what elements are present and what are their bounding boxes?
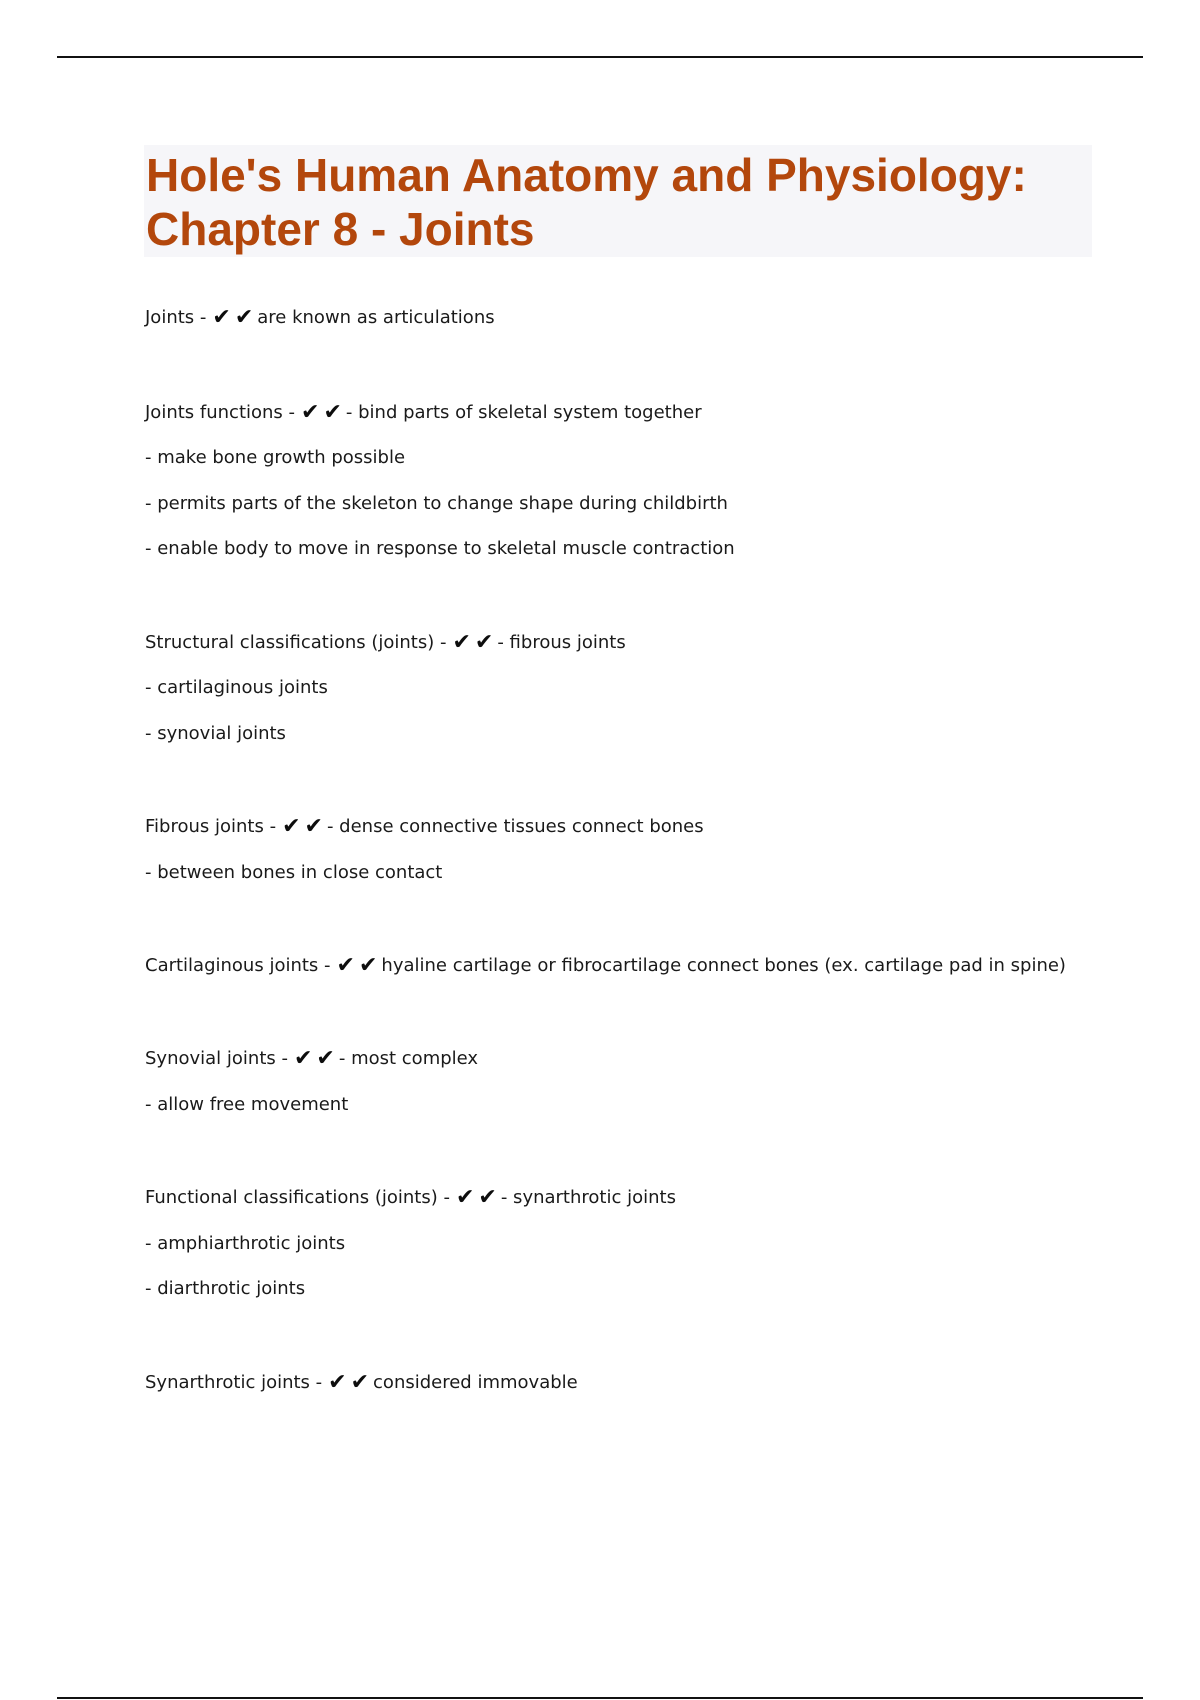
flashcard-joints-functions [145, 401, 1105, 561]
check-icon: ✔ [301, 400, 320, 425]
card-definition: considered immovable [373, 1372, 578, 1393]
card-term: Fibrous joints - [145, 816, 277, 837]
card-definition: - most complex [338, 1048, 479, 1069]
card-definition-line: - diarthrotic joints [145, 1278, 306, 1299]
card-term: Synarthrotic joints - [145, 1372, 323, 1393]
card-definition: - dense connective tissues connect bones [326, 816, 704, 837]
check-icon: ✔ [336, 953, 355, 978]
card-term: Joints - [145, 307, 207, 328]
card-definition: - bind parts of skeletal system together [345, 402, 702, 423]
flashcard-list [145, 0, 1105, 1700]
card-first-line [145, 631, 1105, 655]
card-first-line [145, 815, 1105, 839]
flashcard-synarthrotic-joints [145, 1371, 1105, 1395]
check-icon: ✔ [478, 1185, 497, 1210]
card-first-line [145, 1371, 1105, 1395]
flashcard-structural-classifications [145, 631, 1105, 746]
flashcard-joints [145, 306, 1105, 330]
check-icon: ✔ [328, 1370, 347, 1395]
card-definition-line: - enable body to move in response to skeletal muscle contraction [145, 538, 735, 559]
card-definition-line: - synovial joints [145, 723, 286, 744]
flashcard-functional-classifications [145, 1186, 1105, 1301]
card-definition-line: - allow free movement [145, 1094, 349, 1115]
card-term: Synovial joints - [145, 1048, 288, 1069]
check-icon: ✔ [282, 814, 301, 839]
card-first-line [145, 1186, 1105, 1210]
card-term: Functional classifications (joints) - [145, 1187, 450, 1208]
card-first-line [145, 1047, 1105, 1071]
card-definition: hyaline cartilage or fibrocartilage connect bones (ex. cartilage pad in spine) [381, 955, 1066, 976]
check-icon: ✔ [455, 1185, 475, 1210]
page-title-line-1: Hole's Human Anatomy and Physiology: [146, 149, 1027, 201]
check-icon: ✔ [358, 953, 378, 978]
check-icon: ✔ [323, 400, 342, 425]
page-title-line-2: Chapter 8 - Joints [146, 203, 535, 255]
card-first-line [145, 954, 1105, 978]
card-definition: - synarthrotic joints [500, 1187, 676, 1208]
flashcard-fibrous-joints [145, 815, 1105, 885]
bottom-rule [57, 1697, 1143, 1699]
card-definition-line: - permits parts of the skeleton to change shape during childbirth [145, 493, 728, 514]
card-term: Cartilaginous joints - [145, 955, 331, 976]
card-definition-line: - amphiarthrotic joints [145, 1233, 346, 1254]
card-definition-line: - between bones in close contact [145, 862, 443, 883]
check-icon: ✔ [212, 305, 231, 330]
card-definition: - fibrous joints [497, 632, 626, 653]
card-definition: are known as articulations [257, 307, 495, 328]
check-icon: ✔ [350, 1370, 370, 1395]
check-icon: ✔ [474, 630, 494, 655]
check-icon: ✔ [234, 305, 254, 330]
card-term: Structural classifications (joints) - [145, 632, 447, 653]
card-definition-line: - cartilaginous joints [145, 677, 328, 698]
card-first-line [145, 306, 1105, 330]
flashcard-synovial-joints [145, 1047, 1105, 1117]
card-first-line [145, 401, 1105, 425]
check-icon: ✔ [293, 1046, 313, 1071]
check-icon: ✔ [304, 814, 323, 839]
check-icon: ✔ [316, 1046, 335, 1071]
flashcard-cartilaginous-joints [145, 954, 1105, 978]
check-icon: ✔ [452, 630, 471, 655]
card-definition-line: - make bone growth possible [145, 447, 406, 468]
card-term: Joints functions - [145, 402, 296, 423]
